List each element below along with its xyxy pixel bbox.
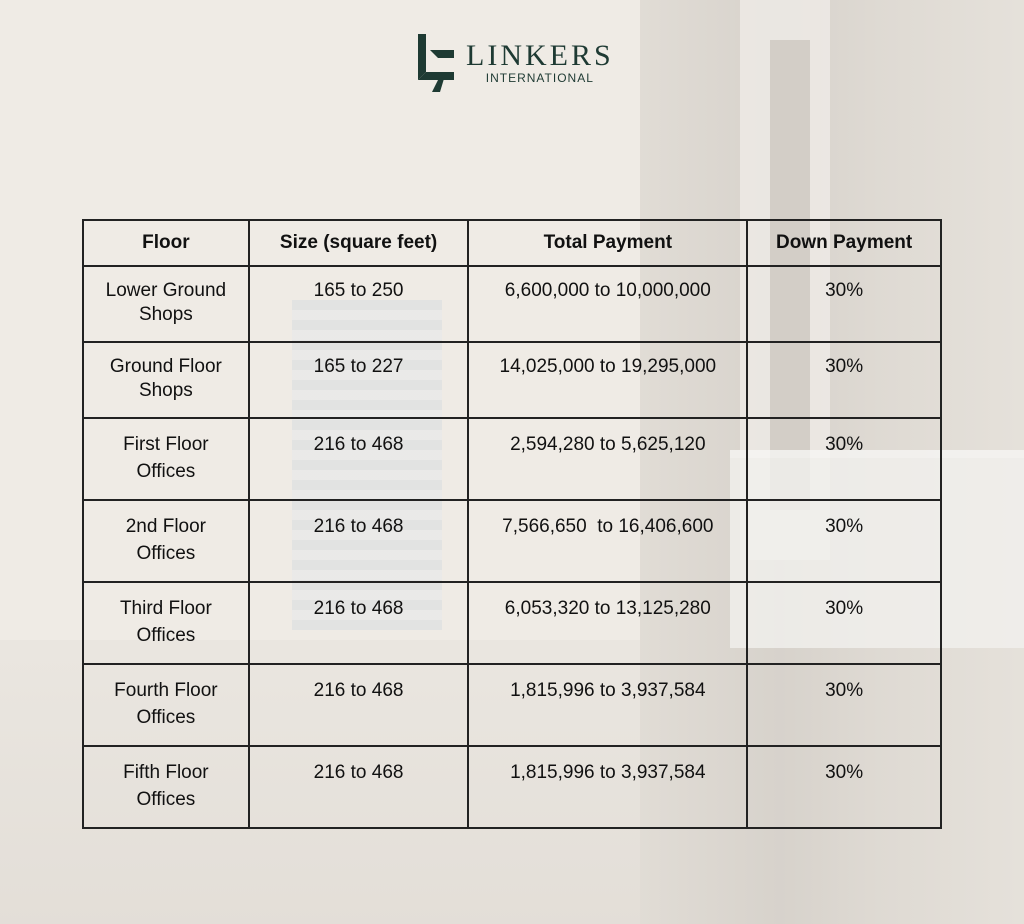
cell-down-payment: 30% [747,500,941,582]
table-row [83,664,941,746]
table-row [83,342,941,418]
pricing-table [82,219,942,829]
cell-total-payment: 14,025,000 to 19,295,000 [468,342,747,418]
header-down-payment: Down Payment [747,220,941,266]
header-total-payment: Total Payment [468,220,747,266]
cell-floor: Third Floor Offices [83,582,249,664]
cell-down-payment: 30% [747,342,941,418]
cell-down-payment: 30% [747,582,941,664]
header-size: Size (square feet) [249,220,469,266]
table-row [83,582,941,664]
table-row [83,266,941,342]
cell-down-payment: 30% [747,664,941,746]
cell-size: 216 to 468 [249,582,469,664]
cell-floor: 2nd Floor Offices [83,500,249,582]
cell-total-payment: 7,566,650 to 16,406,600 [468,500,747,582]
table-row [83,418,941,500]
cell-down-payment: 30% [747,746,941,828]
brand-subtitle: INTERNATIONAL [485,71,594,85]
table-row [83,746,941,828]
table-header-row [83,220,941,266]
cell-floor: Ground Floor Shops [83,342,249,418]
cell-size: 216 to 468 [249,500,469,582]
brand-name: LINKERS [466,39,614,72]
cell-size: 165 to 250 [249,266,469,342]
cell-total-payment: 1,815,996 to 3,937,584 [468,664,747,746]
cell-total-payment: 6,600,000 to 10,000,000 [468,266,747,342]
table-row [83,500,941,582]
header-floor: Floor [83,220,249,266]
cell-down-payment: 30% [747,266,941,342]
cell-size: 216 to 468 [249,418,469,500]
cell-total-payment: 2,594,280 to 5,625,120 [468,418,747,500]
cell-down-payment: 30% [747,418,941,500]
cell-floor: Fifth Floor Offices [83,746,249,828]
linkers-logo-icon [414,32,456,94]
cell-floor: First Floor Offices [83,418,249,500]
cell-size: 165 to 227 [249,342,469,418]
cell-size: 216 to 468 [249,664,469,746]
cell-total-payment: 6,053,320 to 13,125,280 [468,582,747,664]
brand-logo [414,32,614,94]
cell-floor: Fourth Floor Offices [83,664,249,746]
cell-size: 216 to 468 [249,746,469,828]
cell-floor: Lower Ground Shops [83,266,249,342]
cell-total-payment: 1,815,996 to 3,937,584 [468,746,747,828]
